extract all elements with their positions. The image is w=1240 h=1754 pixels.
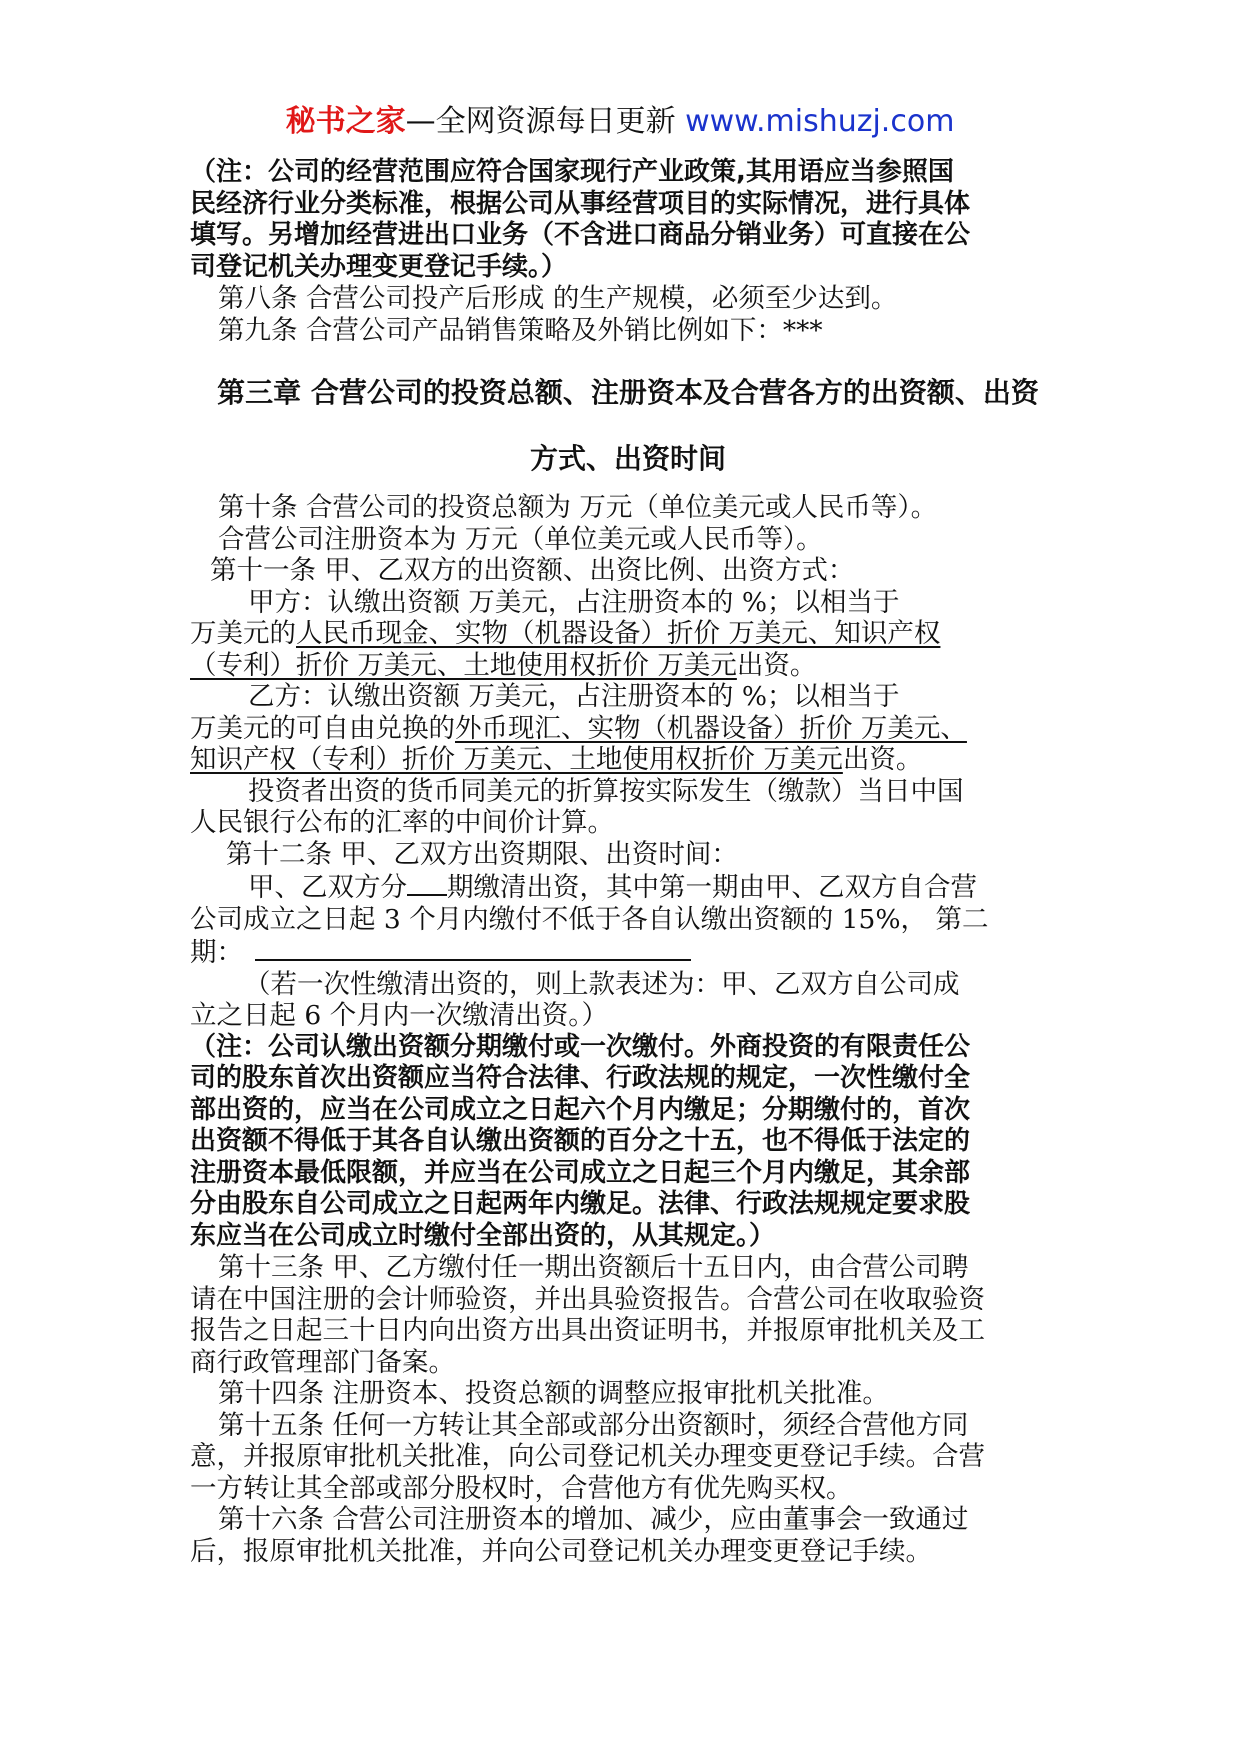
party-b-line2 xyxy=(190,713,1066,745)
document-body xyxy=(190,157,1066,1567)
party-b-contribution-underlined: 外币现汇、实物（机器设备）折价 万美元、 xyxy=(455,712,967,744)
party-a-prefix: 万美元的 xyxy=(190,618,296,649)
article-9: 第九条 合营公司产品销售策略及外销比例如下：*** xyxy=(218,314,823,346)
article-12-line1 xyxy=(190,870,1066,904)
article-16-line1: 第十六条 合营公司注册资本的增加、减少，应由董事会一致通过 xyxy=(218,1504,969,1535)
article-14: 第十四条 注册资本、投资总额的调整应报审批机关批准。 xyxy=(218,1378,889,1409)
note-capital-payment xyxy=(190,1032,1066,1253)
note-line: 民经济行业分类标准，根据公司从事经营项目的实际情况，进行具体 xyxy=(190,188,971,219)
note-line: （注：公司认缴出资额分期缴付或一次缴付。外商投资的有限责任公 xyxy=(190,1031,971,1062)
party-a-contribution-underlined: 人民币现金、实物（机器设备）折价 万美元、知识产权 xyxy=(296,618,941,649)
article-11-title: 第十一条 甲、乙双方的出资额、出资比例、出资方式： xyxy=(210,555,855,586)
article-15-line2: 意，并报原审批机关批准，向公司登记机关办理变更登记手续。合营 xyxy=(190,1441,985,1472)
note-line: 司登记机关办理变更登记手续。） xyxy=(190,251,568,282)
party-a-line3 xyxy=(190,650,1066,682)
installments-blank xyxy=(407,870,447,896)
article-13-line3: 报告之日起三十日内向出资方出具出资证明书，并报原审批机关及工 xyxy=(190,1315,985,1346)
article-12-line2: 公司成立之日起 3 个月内缴付不低于各自认缴出资额的 15%， 第二 xyxy=(190,903,989,935)
party-b-suffix: 出资。 xyxy=(842,744,923,775)
article-12-alt-line2: 立之日起 6 个月内一次缴清出资。） xyxy=(190,1000,608,1031)
note-line: 注册资本最低限额，并应当在公司成立之日起三个月内缴足，其余部 xyxy=(190,1157,971,1188)
article-10-line1: 第十条 合营公司的投资总额为 万元（单位美元或人民币等）。 xyxy=(218,492,938,523)
party-a-line2 xyxy=(190,618,1066,650)
second-installment-blank xyxy=(255,935,691,961)
party-b-contribution-underlined: 知识产权（专利）折价 万美元、土地使用权折价 万美元 xyxy=(190,744,843,775)
party-a-suffix: 出资。 xyxy=(736,649,817,681)
exchange-rate-line2: 人民银行公布的汇率的中间价计算。 xyxy=(190,807,614,838)
party-b-line3 xyxy=(190,744,1066,776)
chapter-3-title-line1: 第三章 合营公司的投资总额、注册资本及合营各方的出资额、出资 xyxy=(217,376,1039,409)
article-12-alt-line1: （若一次性缴清出资的，则上款表述为：甲、乙双方自公司成 xyxy=(244,968,960,1000)
chapter-3-title-line2: 方式、出资时间 xyxy=(529,442,726,475)
article-16-line2: 后，报原审批机关批准，并向公司登记机关办理变更登记手续。 xyxy=(190,1535,932,1567)
article-12-line3 xyxy=(190,935,1066,969)
note-line: 部出资的，应当在公司成立之日起六个月内缴足；分期缴付的，首次 xyxy=(190,1094,971,1125)
note-line: 分由股东自公司成立之日起两年内缴足。法律、行政法规规定要求股 xyxy=(190,1189,971,1219)
article-12-post: 期缴清出资，其中第一期由甲、乙双方自合营 xyxy=(447,872,977,903)
note-business-scope xyxy=(190,157,1066,283)
party-a-contribution-underlined: （专利）折价 万美元、土地使用权折价 万美元 xyxy=(190,649,737,681)
exchange-rate-line1: 投资者出资的货币同美元的折算按实际发生（缴款）当日中国 xyxy=(248,775,964,807)
note-line: 出资额不得低于其各自认缴出资额的百分之十五，也不得低于法定的 xyxy=(190,1126,971,1156)
note-line: （注：公司的经营范围应符合国家现行产业政策,其用语应当参照国 xyxy=(190,157,954,187)
article-15-line1: 第十五条 任何一方转让其全部或部分出资额时，须经合营他方同 xyxy=(218,1409,969,1441)
party-a-line1: 甲方：认缴出资额 万美元，占注册资本的 %；以相当于 xyxy=(248,586,900,618)
article-15-line3: 一方转让其全部或部分股权时，合营他方有优先购买权。 xyxy=(190,1472,853,1504)
brand-name: 秘书之家 xyxy=(285,104,406,139)
header-tagline: —全网资源每日更新 xyxy=(405,104,676,139)
article-12-title: 第十二条 甲、乙双方出资期限、出资时间： xyxy=(226,838,738,870)
note-line: 填写。另增加经营进出口业务（不含进口商品分销业务）可直接在公 xyxy=(190,220,971,250)
note-line: 东应当在公司成立时缴付全部出资的，从其规定。） xyxy=(190,1220,776,1251)
party-b-prefix: 万美元的可自由兑换的 xyxy=(190,712,455,744)
site-header xyxy=(0,100,1240,144)
article-12-pre: 甲、乙双方分 xyxy=(248,872,407,903)
note-line: 司的股东首次出资额应当符合法律、行政法规的规定，一次性缴付全 xyxy=(190,1063,971,1093)
article-13-line4: 商行政管理部门备案。 xyxy=(190,1346,455,1378)
article-13-line1: 第十三条 甲、乙方缴付任一期出资额后十五日内，由合营公司聘 xyxy=(218,1252,969,1283)
article-8: 第八条 合营公司投产后形成 的生产规模，必须至少达到。 xyxy=(218,283,898,314)
article-10-line2: 合营公司注册资本为 万元（单位美元或人民币等）。 xyxy=(218,523,823,555)
second-installment-label: 期： xyxy=(190,937,243,968)
article-13-line2: 请在中国注册的会计师验资，并出具验资报告。合营公司在收取验资 xyxy=(190,1283,985,1315)
site-url-link[interactable]: www.mishuzj.com xyxy=(675,104,955,139)
party-b-line1: 乙方：认缴出资额 万美元，占注册资本的 %；以相当于 xyxy=(248,681,900,712)
